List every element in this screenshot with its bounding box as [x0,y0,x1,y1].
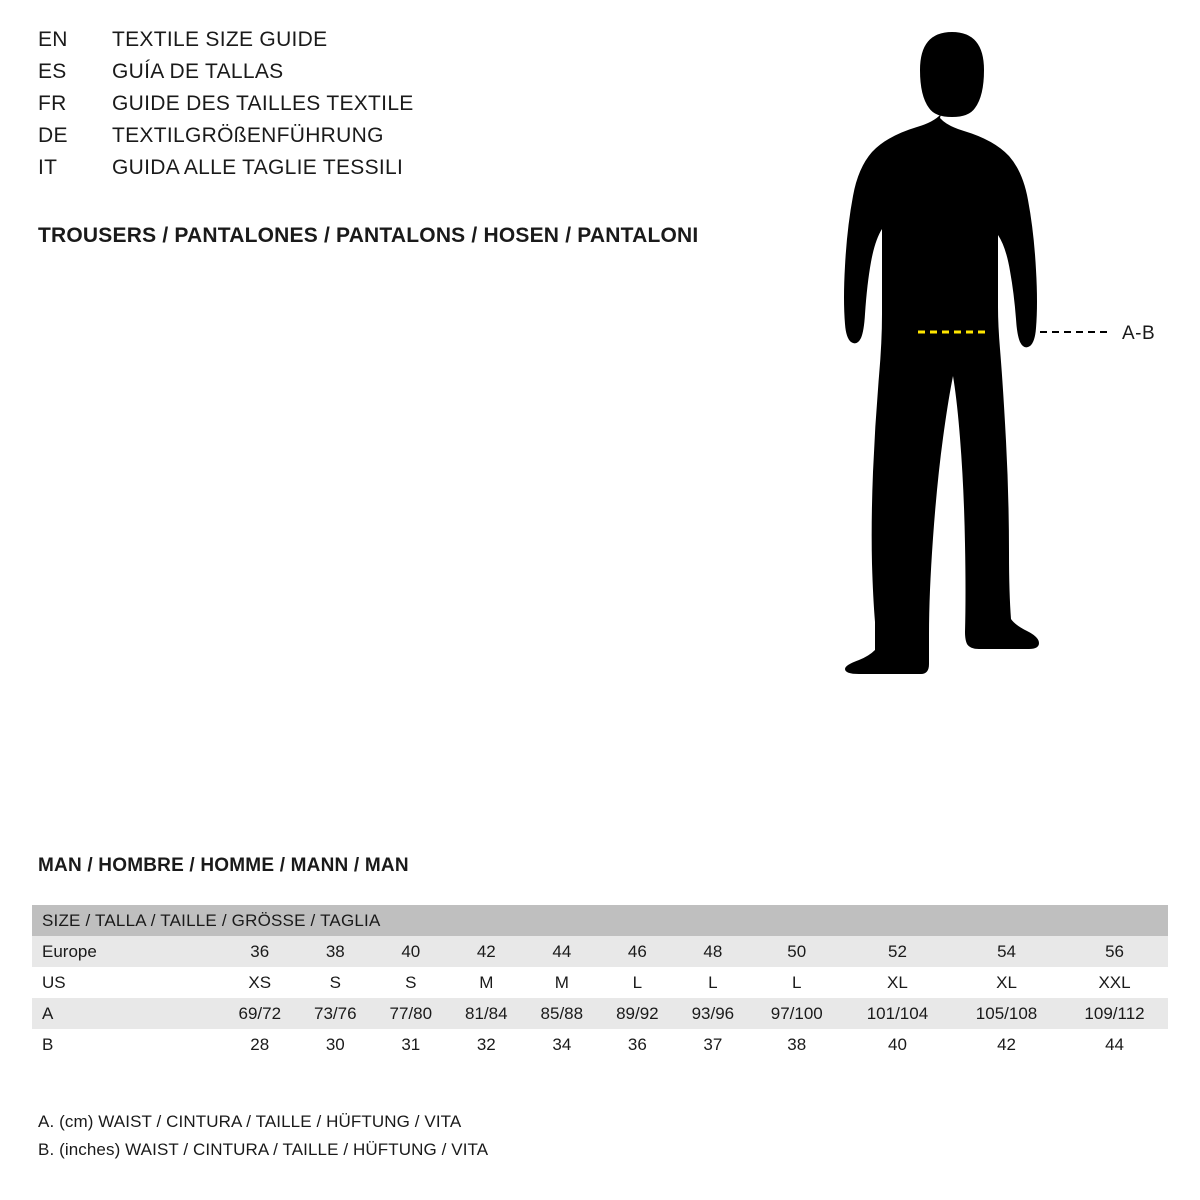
language-title: TEXTILGRÖßENFÜHRUNG [112,124,384,147]
language-code: DE [38,124,68,147]
table-cell: 40 [843,1029,952,1060]
table-cell: 93/96 [675,998,751,1029]
language-title: GUÍA DE TALLAS [112,60,284,83]
table-cell: 36 [222,936,298,967]
table-cell: S [298,967,374,998]
language-row [38,60,798,92]
table-cell: 50 [751,936,843,967]
table-row [32,967,1168,998]
table-cell: 54 [952,936,1061,967]
language-title: GUIDA ALLE TAGLIE TESSILI [112,156,404,179]
language-title: TEXTILE SIZE GUIDE [112,28,328,51]
table-cell: 37 [675,1029,751,1060]
table-cell: 73/76 [298,998,374,1029]
table-cell: 48 [675,936,751,967]
footnote-a: A. (cm) WAIST / CINTURA / TAILLE / HÜFTUNG / VITA [38,1112,462,1131]
language-code: FR [38,92,67,115]
table-cell: 77/80 [373,998,449,1029]
table-cell: XL [843,967,952,998]
language-row [38,124,798,156]
row-label: US [32,967,222,998]
table-row [32,998,1168,1029]
table-cell: 52 [843,936,952,967]
language-code: IT [38,156,58,179]
language-title: GUIDE DES TAILLES TEXTILE [112,92,414,115]
row-label: Europe [32,936,222,967]
language-header-block [38,28,798,188]
table-cell: XS [222,967,298,998]
measure-label-ab: A-B [1122,323,1156,344]
table-cell: 38 [298,936,374,967]
garment-type-title: TROUSERS / PANTALONES / PANTALONS / HOSEN / PANTALONI [38,224,699,247]
table-cell: 44 [1061,1029,1168,1060]
table-cell: 69/72 [222,998,298,1029]
table-cell: 46 [600,936,676,967]
table-cell: 28 [222,1029,298,1060]
language-code: EN [38,28,68,51]
table-cell: 101/104 [843,998,952,1029]
table-header-label: SIZE / TALLA / TAILLE / GRÖSSE / TAGLIA [32,905,1168,936]
row-label: B [32,1029,222,1060]
table-cell: M [524,967,600,998]
table-header-row [32,905,1168,936]
section-caption-man: MAN / HOMBRE / HOMME / MANN / MAN [38,855,409,876]
row-label: A [32,998,222,1029]
table-cell: L [675,967,751,998]
table-cell: 44 [524,936,600,967]
language-row [38,92,798,124]
figure-illustration [800,10,1200,810]
table-cell: L [751,967,843,998]
table-cell: 42 [952,1029,1061,1060]
table-cell: 109/112 [1061,998,1168,1029]
table-cell: 38 [751,1029,843,1060]
table-cell: 89/92 [600,998,676,1029]
language-row [38,156,798,188]
table-cell: XXL [1061,967,1168,998]
table-cell: 85/88 [524,998,600,1029]
table-cell: 81/84 [449,998,525,1029]
footnote-b: B. (inches) WAIST / CINTURA / TAILLE / HÜFTUNG / VITA [38,1140,489,1159]
table-row [32,1029,1168,1060]
table-cell: XL [952,967,1061,998]
table-cell: 42 [449,936,525,967]
man-silhouette-icon [800,10,1200,810]
language-row [38,28,798,60]
table-cell: 105/108 [952,998,1061,1029]
table-cell: 36 [600,1029,676,1060]
table-cell: M [449,967,525,998]
table-row [32,936,1168,967]
table-cell: 34 [524,1029,600,1060]
table-cell: S [373,967,449,998]
table-cell: L [600,967,676,998]
footnotes-block [38,1112,488,1168]
table-cell: 30 [298,1029,374,1060]
table-cell: 32 [449,1029,525,1060]
table-cell: 31 [373,1029,449,1060]
table-cell: 56 [1061,936,1168,967]
table-cell: 97/100 [751,998,843,1029]
size-table [32,905,1168,1060]
table-cell: 40 [373,936,449,967]
language-code: ES [38,60,67,83]
